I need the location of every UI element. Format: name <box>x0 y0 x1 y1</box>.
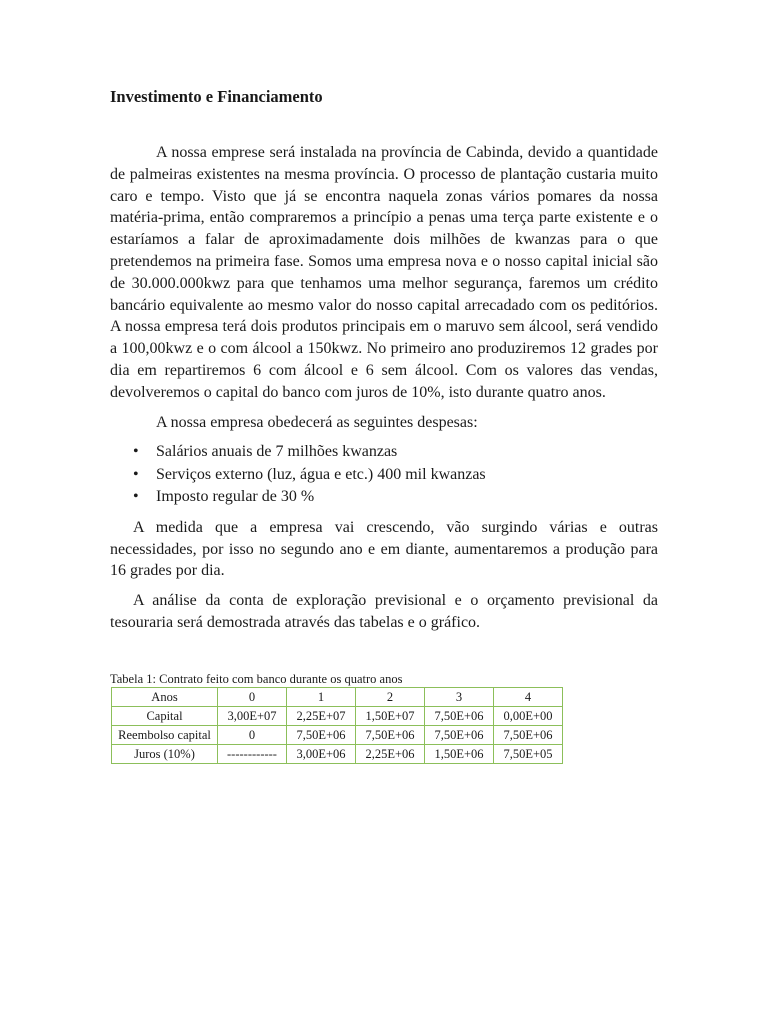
table-header-row: Anos 0 1 2 3 4 <box>112 687 563 706</box>
bullet-icon: • <box>133 465 139 483</box>
section-title: Investimento e Financiamento <box>110 87 323 106</box>
document-page <box>110 86 658 764</box>
table-caption: Tabela 1: Contrato feito com banco durante os quatro anos <box>110 671 403 686</box>
list-item: • Salários anuais de 7 milhões kwanzas <box>156 441 658 464</box>
list-item: • Serviços externo (luz, água e etc.) 400 mil kwanzas <box>156 464 658 487</box>
table-row: Juros (10%) ------------ 3,00E+06 2,25E+06 1,50E+06 7,50E+05 <box>112 744 563 763</box>
expenses-list <box>110 441 658 509</box>
bullet-icon: • <box>133 488 139 506</box>
table-row: Capital 3,00E+07 2,25E+07 1,50E+07 7,50E+06 0,00E+00 <box>112 706 563 725</box>
paragraph-investment: A nossa emprese será instalada na província de Cabinda, devido a quantidade de palmeiras existentes na mesma província. O processo de plantação custaria muito caro e tempo. Visto que já se encontra naquela zonas vários pomares da nossa matéria-prima, então compraremos a princípio a penas uma terça parte existente e o estaríamos a falar de aproximadamente dois milhões de kwanzas para o que pretendemos na primeira fase. Somos uma empresa nova e o nosso capital inicial são de 30.000.000kwz para que tenhamos uma melhor segurança, faremos um crédito bancário equivalente ao mesmo valor do nosso capital arrecadado com os peditórios. A nossa empresa terá dois produtos principais em o maruvo sem álcool, será vendido a 100,00kwz e o com álcool a 150kwz. No primeiro ano produziremos 12 grades por dia em repartiremos 6 com álcool e 6 sem álcool. Com os valores das vendas, devolveremos o capital do banco com juros de 10%, isto durante quatro anos. <box>110 144 658 401</box>
list-item: • Imposto regular de 30 % <box>156 486 658 509</box>
paragraph-expenses-intro: A nossa empresa obedecerá as seguintes despesas: <box>156 413 478 431</box>
bank-contract-table <box>111 687 563 764</box>
table-row: Reembolso capital 0 7,50E+06 7,50E+06 7,50E+06 7,50E+06 <box>112 725 563 744</box>
bullet-icon: • <box>133 443 139 461</box>
paragraph-analysis: A análise da conta de exploração previsional e o orçamento previsional da tesouraria será demostrada através das tabelas e o gráfico. <box>110 592 658 632</box>
paragraph-growth: A medida que a empresa vai crescendo, vão surgindo várias e outras necessidades, por isso no segundo ano e em diante, aumentaremos a produção para 16 grades por dia. <box>110 518 658 580</box>
